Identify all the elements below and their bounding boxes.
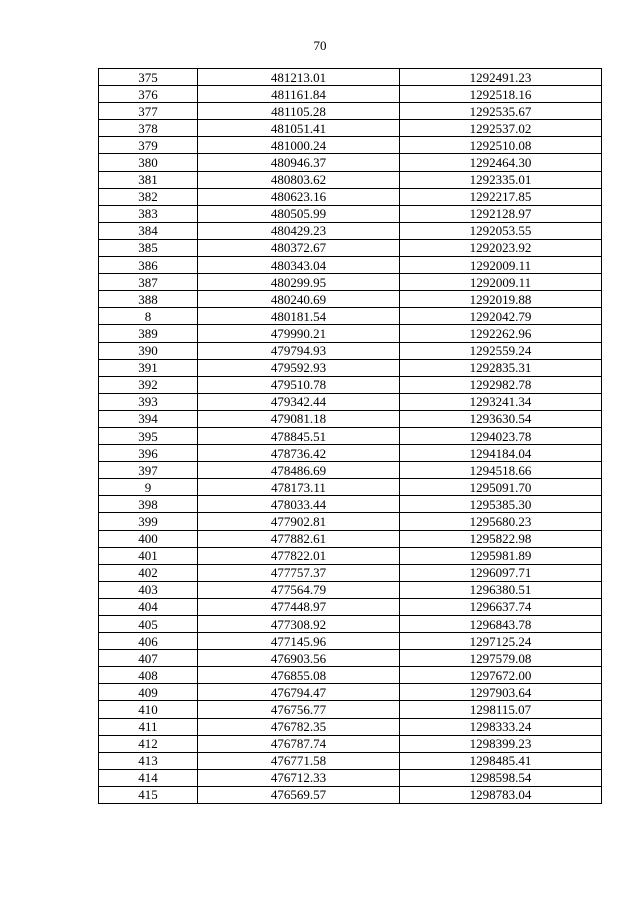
table-row <box>99 513 602 530</box>
point-number-cell: 393 <box>99 393 198 410</box>
coordinates-table <box>98 68 602 804</box>
table-row <box>99 239 602 256</box>
y-coordinate-cell: 1295680.23 <box>400 513 602 530</box>
y-coordinate-cell: 1295091.70 <box>400 479 602 496</box>
table-row <box>99 479 602 496</box>
page-number: 70 <box>313 38 327 53</box>
y-coordinate-cell: 1292128.97 <box>400 205 602 222</box>
table-row <box>99 120 602 137</box>
point-number-cell: 390 <box>99 342 198 359</box>
y-coordinate-cell: 1297672.00 <box>400 667 602 684</box>
point-number-cell: 415 <box>99 786 198 803</box>
y-coordinate-cell: 1296380.51 <box>400 581 602 598</box>
x-coordinate-cell: 476782.35 <box>198 718 400 735</box>
point-number-cell: 414 <box>99 769 198 786</box>
x-coordinate-cell: 476855.08 <box>198 667 400 684</box>
point-number-cell: 375 <box>99 69 198 86</box>
y-coordinate-cell: 1298399.23 <box>400 735 602 752</box>
table-row <box>99 103 602 120</box>
y-coordinate-cell: 1292982.78 <box>400 376 602 393</box>
y-coordinate-cell: 1295385.30 <box>400 496 602 513</box>
x-coordinate-cell: 476794.47 <box>198 684 400 701</box>
x-coordinate-cell: 480429.23 <box>198 222 400 239</box>
y-coordinate-cell: 1295981.89 <box>400 547 602 564</box>
y-coordinate-cell: 1292510.08 <box>400 137 602 154</box>
point-number-cell: 377 <box>99 103 198 120</box>
point-number-cell: 376 <box>99 86 198 103</box>
y-coordinate-cell: 1292335.01 <box>400 171 602 188</box>
point-number-cell: 397 <box>99 462 198 479</box>
y-coordinate-cell: 1295822.98 <box>400 530 602 547</box>
point-number-cell: 412 <box>99 735 198 752</box>
point-number-cell: 395 <box>99 427 198 444</box>
table-row <box>99 445 602 462</box>
point-number-cell: 381 <box>99 171 198 188</box>
point-number-cell: 388 <box>99 291 198 308</box>
y-coordinate-cell: 1298783.04 <box>400 786 602 803</box>
x-coordinate-cell: 479794.93 <box>198 342 400 359</box>
table-row <box>99 410 602 427</box>
table-row <box>99 496 602 513</box>
table-row <box>99 291 602 308</box>
y-coordinate-cell: 1294023.78 <box>400 427 602 444</box>
y-coordinate-cell: 1292518.16 <box>400 86 602 103</box>
table-row <box>99 205 602 222</box>
y-coordinate-cell: 1292019.88 <box>400 291 602 308</box>
point-number-cell: 409 <box>99 684 198 701</box>
x-coordinate-cell: 480372.67 <box>198 239 400 256</box>
table-row <box>99 257 602 274</box>
point-number-cell: 411 <box>99 718 198 735</box>
table-row <box>99 786 602 803</box>
y-coordinate-cell: 1297579.08 <box>400 650 602 667</box>
y-coordinate-cell: 1292009.11 <box>400 257 602 274</box>
x-coordinate-cell: 476569.57 <box>198 786 400 803</box>
point-number-cell: 385 <box>99 239 198 256</box>
table-row <box>99 598 602 615</box>
table-row <box>99 393 602 410</box>
y-coordinate-cell: 1292009.11 <box>400 274 602 291</box>
y-coordinate-cell: 1296843.78 <box>400 616 602 633</box>
point-number-cell: 8 <box>99 308 198 325</box>
x-coordinate-cell: 480181.54 <box>198 308 400 325</box>
point-number-cell: 382 <box>99 188 198 205</box>
x-coordinate-cell: 481213.01 <box>198 69 400 86</box>
x-coordinate-cell: 478033.44 <box>198 496 400 513</box>
x-coordinate-cell: 479510.78 <box>198 376 400 393</box>
table-row <box>99 308 602 325</box>
y-coordinate-cell: 1297125.24 <box>400 633 602 650</box>
table-row <box>99 188 602 205</box>
x-coordinate-cell: 477448.97 <box>198 598 400 615</box>
y-coordinate-cell: 1293630.54 <box>400 410 602 427</box>
y-coordinate-cell: 1292835.31 <box>400 359 602 376</box>
point-number-cell: 378 <box>99 120 198 137</box>
table-row <box>99 564 602 581</box>
table-row <box>99 222 602 239</box>
point-number-cell: 379 <box>99 137 198 154</box>
x-coordinate-cell: 480343.04 <box>198 257 400 274</box>
y-coordinate-cell: 1294184.04 <box>400 445 602 462</box>
x-coordinate-cell: 480623.16 <box>198 188 400 205</box>
x-coordinate-cell: 481051.41 <box>198 120 400 137</box>
table-row <box>99 342 602 359</box>
x-coordinate-cell: 477882.61 <box>198 530 400 547</box>
y-coordinate-cell: 1292464.30 <box>400 154 602 171</box>
y-coordinate-cell: 1293241.34 <box>400 393 602 410</box>
table-row <box>99 650 602 667</box>
y-coordinate-cell: 1292491.23 <box>400 69 602 86</box>
point-number-cell: 407 <box>99 650 198 667</box>
point-number-cell: 402 <box>99 564 198 581</box>
table-row <box>99 359 602 376</box>
point-number-cell: 400 <box>99 530 198 547</box>
point-number-cell: 389 <box>99 325 198 342</box>
x-coordinate-cell: 477564.79 <box>198 581 400 598</box>
point-number-cell: 383 <box>99 205 198 222</box>
table-row <box>99 547 602 564</box>
x-coordinate-cell: 476903.56 <box>198 650 400 667</box>
point-number-cell: 392 <box>99 376 198 393</box>
x-coordinate-cell: 477822.01 <box>198 547 400 564</box>
table-row <box>99 616 602 633</box>
x-coordinate-cell: 480803.62 <box>198 171 400 188</box>
table-row <box>99 769 602 786</box>
x-coordinate-cell: 480299.95 <box>198 274 400 291</box>
point-number-cell: 405 <box>99 616 198 633</box>
table-row <box>99 718 602 735</box>
point-number-cell: 396 <box>99 445 198 462</box>
x-coordinate-cell: 478486.69 <box>198 462 400 479</box>
y-coordinate-cell: 1292537.02 <box>400 120 602 137</box>
y-coordinate-cell: 1294518.66 <box>400 462 602 479</box>
x-coordinate-cell: 477902.81 <box>198 513 400 530</box>
x-coordinate-cell: 477757.37 <box>198 564 400 581</box>
point-number-cell: 387 <box>99 274 198 291</box>
point-number-cell: 404 <box>99 598 198 615</box>
table-row <box>99 752 602 769</box>
table-row <box>99 69 602 86</box>
x-coordinate-cell: 476787.74 <box>198 735 400 752</box>
y-coordinate-cell: 1292559.24 <box>400 342 602 359</box>
point-number-cell: 410 <box>99 701 198 718</box>
point-number-cell: 394 <box>99 410 198 427</box>
point-number-cell: 413 <box>99 752 198 769</box>
table-row <box>99 633 602 650</box>
table-row <box>99 171 602 188</box>
x-coordinate-cell: 480505.99 <box>198 205 400 222</box>
table-row <box>99 684 602 701</box>
table-row <box>99 701 602 718</box>
x-coordinate-cell: 478173.11 <box>198 479 400 496</box>
x-coordinate-cell: 481161.84 <box>198 86 400 103</box>
y-coordinate-cell: 1292023.92 <box>400 239 602 256</box>
x-coordinate-cell: 479990.21 <box>198 325 400 342</box>
y-coordinate-cell: 1292535.67 <box>400 103 602 120</box>
table-row <box>99 427 602 444</box>
point-number-cell: 401 <box>99 547 198 564</box>
y-coordinate-cell: 1297903.64 <box>400 684 602 701</box>
point-number-cell: 386 <box>99 257 198 274</box>
y-coordinate-cell: 1298333.24 <box>400 718 602 735</box>
y-coordinate-cell: 1298115.07 <box>400 701 602 718</box>
coordinates-table-body <box>99 69 602 804</box>
y-coordinate-cell: 1298485.41 <box>400 752 602 769</box>
x-coordinate-cell: 478845.51 <box>198 427 400 444</box>
x-coordinate-cell: 477308.92 <box>198 616 400 633</box>
table-row <box>99 462 602 479</box>
x-coordinate-cell: 476771.58 <box>198 752 400 769</box>
y-coordinate-cell: 1292217.85 <box>400 188 602 205</box>
point-number-cell: 399 <box>99 513 198 530</box>
table-row <box>99 376 602 393</box>
table-row <box>99 274 602 291</box>
x-coordinate-cell: 476756.77 <box>198 701 400 718</box>
y-coordinate-cell: 1296097.71 <box>400 564 602 581</box>
x-coordinate-cell: 480946.37 <box>198 154 400 171</box>
x-coordinate-cell: 480240.69 <box>198 291 400 308</box>
table-row <box>99 137 602 154</box>
table-row <box>99 325 602 342</box>
x-coordinate-cell: 479592.93 <box>198 359 400 376</box>
table-row <box>99 86 602 103</box>
point-number-cell: 380 <box>99 154 198 171</box>
y-coordinate-cell: 1298598.54 <box>400 769 602 786</box>
y-coordinate-cell: 1296637.74 <box>400 598 602 615</box>
table-row <box>99 154 602 171</box>
x-coordinate-cell: 476712.33 <box>198 769 400 786</box>
x-coordinate-cell: 477145.96 <box>198 633 400 650</box>
table-row <box>99 530 602 547</box>
x-coordinate-cell: 481105.28 <box>198 103 400 120</box>
point-number-cell: 9 <box>99 479 198 496</box>
point-number-cell: 406 <box>99 633 198 650</box>
x-coordinate-cell: 479342.44 <box>198 393 400 410</box>
point-number-cell: 403 <box>99 581 198 598</box>
point-number-cell: 391 <box>99 359 198 376</box>
y-coordinate-cell: 1292262.96 <box>400 325 602 342</box>
table-row <box>99 735 602 752</box>
x-coordinate-cell: 481000.24 <box>198 137 400 154</box>
x-coordinate-cell: 478736.42 <box>198 445 400 462</box>
table-row <box>99 667 602 684</box>
x-coordinate-cell: 479081.18 <box>198 410 400 427</box>
point-number-cell: 398 <box>99 496 198 513</box>
table-row <box>99 581 602 598</box>
point-number-cell: 408 <box>99 667 198 684</box>
point-number-cell: 384 <box>99 222 198 239</box>
y-coordinate-cell: 1292053.55 <box>400 222 602 239</box>
y-coordinate-cell: 1292042.79 <box>400 308 602 325</box>
